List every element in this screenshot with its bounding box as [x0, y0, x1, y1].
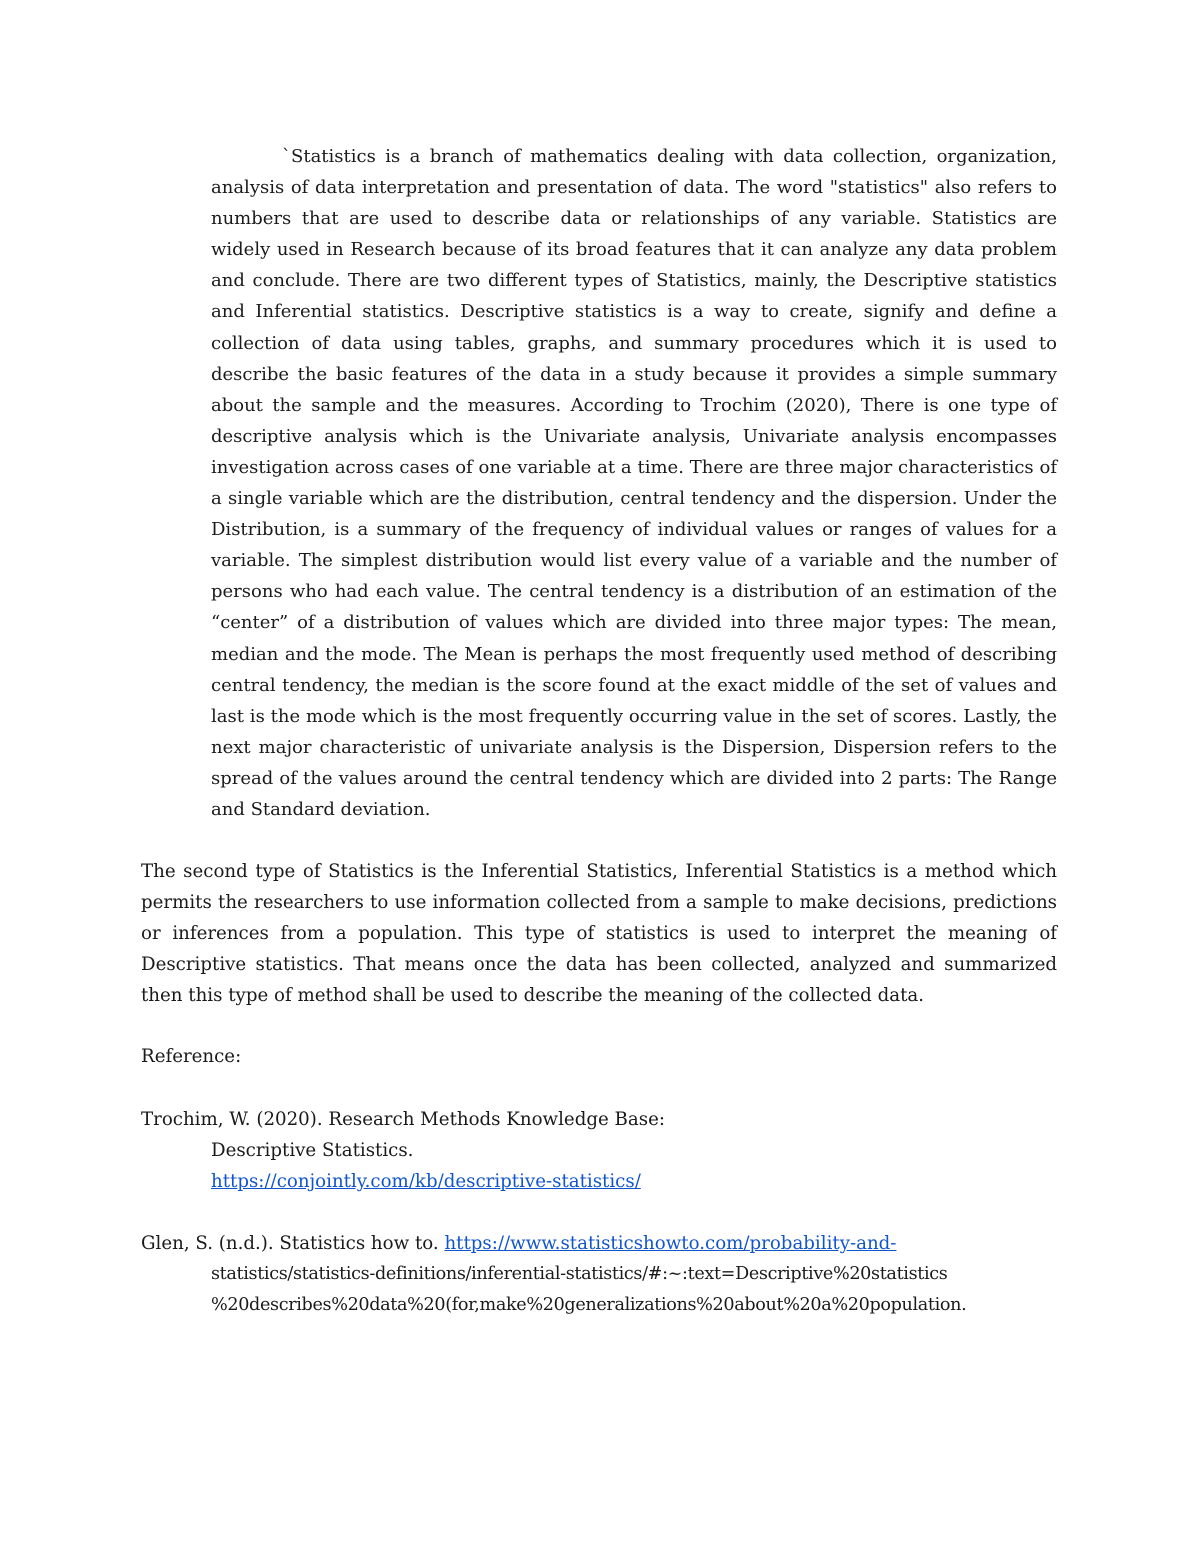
reference-heading: Reference:	[141, 1046, 242, 1067]
reference-1-link[interactable]: https://conjointly.com/kb/descriptive-statistics/	[211, 1171, 641, 1192]
reference-1-citation: Trochim, W. (2020). Research Methods Knowledge Base:	[141, 1109, 665, 1130]
reference-2-url-continuation-1: statistics/statistics-definitions/inferential-statistics/#:~:text=Descriptive%20statistics	[211, 1264, 948, 1284]
body-paragraph-2: The second type of Statistics is the Inferential Statistics, Inferential Statistics is a method which permits the researchers to use information collected from a sample to make decisions, predictions or inferences from a population. This type of statistics is used to interpret the meaning of Descriptive statistics. That means once the data has been collected, analyzed and summarized then this type of method shall be used to describe the meaning of the collected data.	[141, 861, 1057, 1007]
body-paragraph-1: `Statistics is a branch of mathematics dealing with data collection, organization, analysis of data interpretation and presentation of data. The word "statistics" also refers to numbers that are used to describe data or relationships of any variable. Statistics are widely used in Research because of its broad features that it can analyze any data problem and conclude. There are two different types of Statistics, mainly, the Descriptive statistics and Inferential statistics. Descriptive statistics is a way to create, signify and define a collection of data using tables, graphs, and summary procedures which it is used to describe the basic features of the data in a study because it provides a simple summary about the sample and the measures. According to Trochim (2020), There is one type of descriptive analysis which is the Univariate analysis, Univariate analysis encompasses investigation across cases of one variable at a time. There are three major characteristics of a single variable which are the distribution, central tendency and the dispersion. Under the Distribution, is a summary of the frequency of individual values or ranges of values for a variable. The simplest distribution would list every value of a variable and the number of persons who had each value. The central tendency is a distribution of an estimation of the “center” of a distribution of values which are divided into three major types: The mean, median and the mode. The Mean is perhaps the most frequently used method of describing central tendency, the median is the score found at the exact middle of the set of values and last is the mode which is the most frequently occurring value in the set of scores. Lastly, the next major characteristic of univariate analysis is the Dispersion, Dispersion refers to the spread of the values around the central tendency which are divided into 2 parts: The Range and Standard deviation.	[211, 146, 1057, 820]
reference-2-citation: Glen, S. (n.d.). Statistics how to.	[141, 1233, 445, 1254]
reference-1-subtitle: Descriptive Statistics.	[211, 1140, 414, 1161]
reference-2-citation-line	[141, 1228, 896, 1259]
reference-2-link[interactable]: https://www.statisticshowto.com/probability-and-	[444, 1233, 897, 1254]
reference-1-url-line	[211, 1166, 641, 1197]
reference-2-url-continuation-2: %20describes%20data%20(for,make%20generalizations%20about%20a%20population.	[211, 1295, 967, 1315]
